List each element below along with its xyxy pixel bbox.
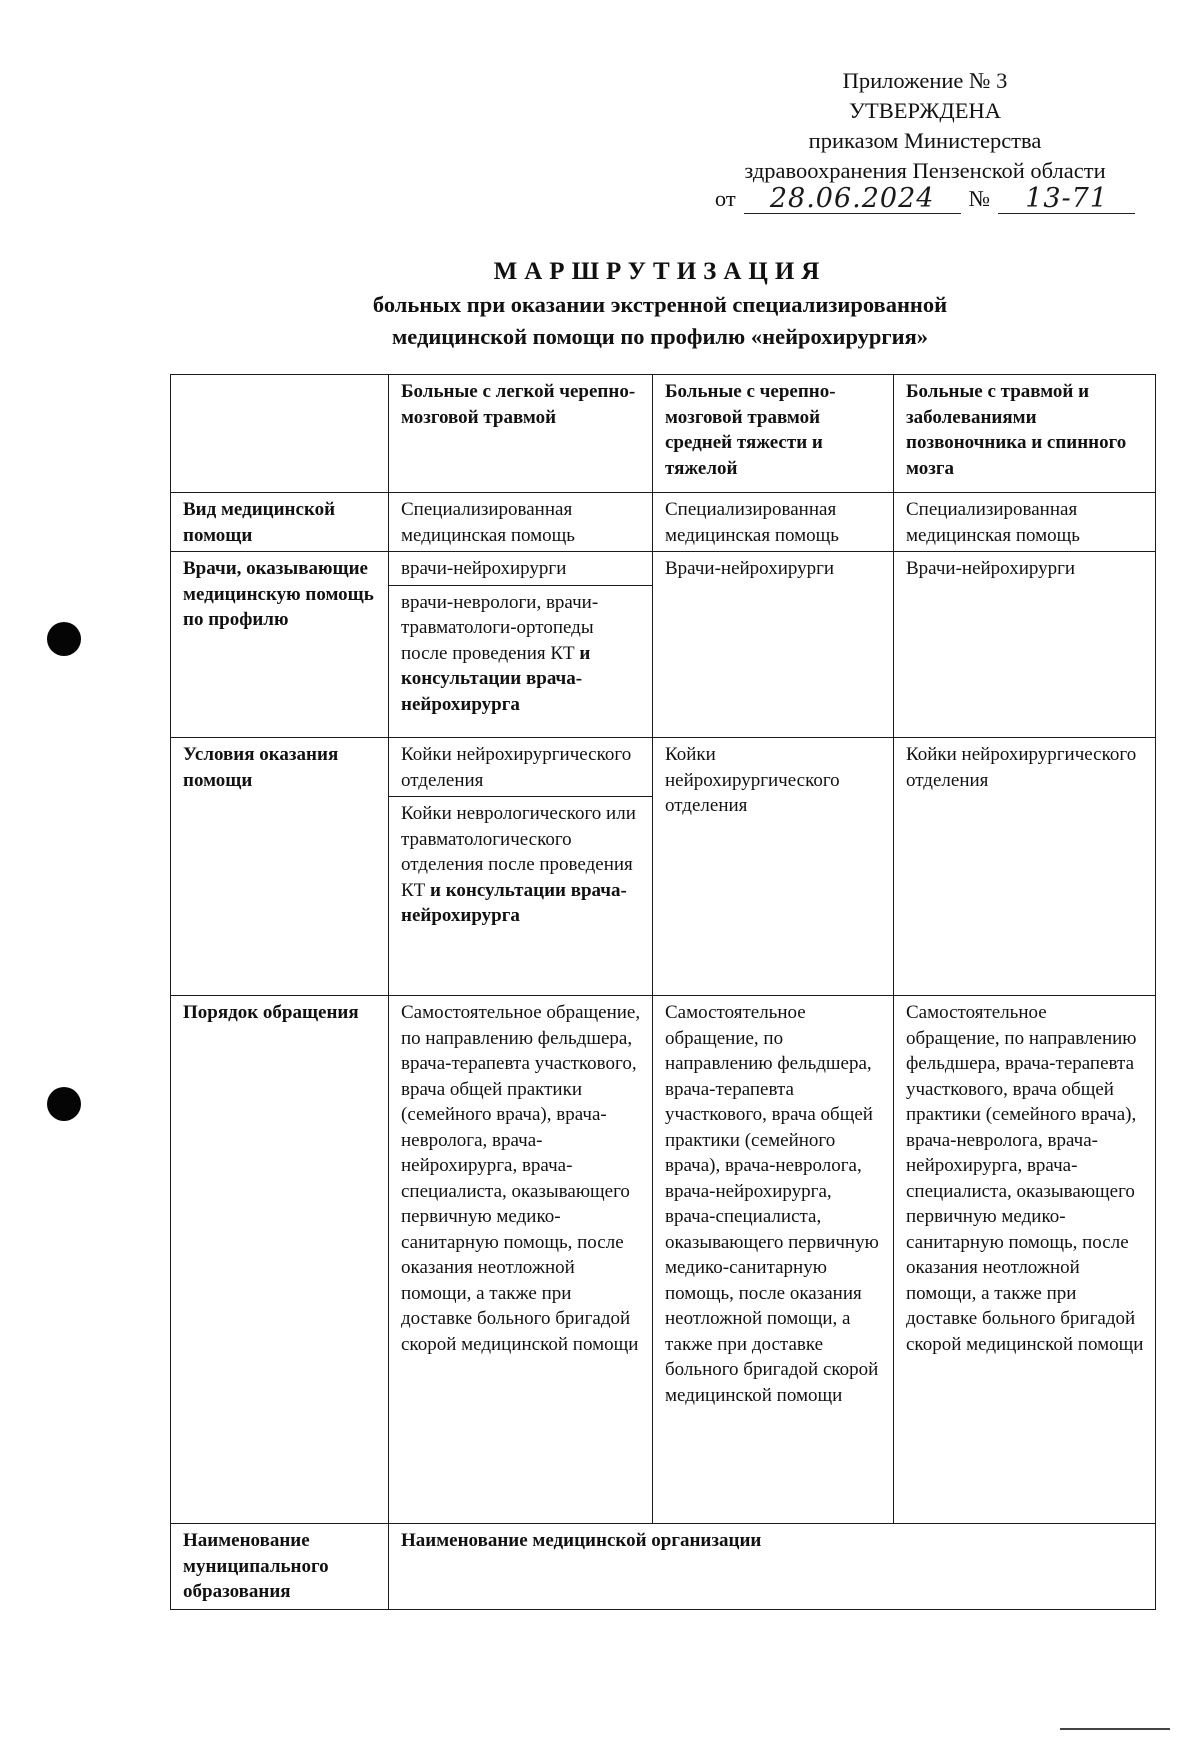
table-header-row (171, 375, 1156, 493)
title-heading: МАРШРУТИЗАЦИЯ (493, 258, 827, 285)
from-label: от (714, 186, 736, 211)
doctors-col1-secondary (389, 586, 652, 721)
cell-order-col2: Самостоятельное обращение, по направлению фельдшера, врача-терапевта участкового, врача общей практики (семейного врача), врача-невролога, врача-нейрохирурга, врача-специалиста, оказывающего первичную медико-санитарную помощь, после оказания неотложной помощи, а также при доставке больного бригадой скорой медицинской помощи (653, 996, 894, 1524)
header-spine: Больные с травмой и заболеваниями позвоночника и спинного мозга (894, 375, 1156, 493)
conditions-col1-secondary-text: Койки неврологического или травматологического отделения после проведения КТ (401, 803, 636, 901)
approved-label: УТВЕРЖДЕНА (849, 98, 1001, 123)
conditions-col1-secondary (389, 797, 652, 932)
punch-hole-bottom (47, 1087, 81, 1121)
order-number: 13-71 (998, 185, 1135, 214)
row-label-municipality: Наименование муниципального образования (171, 1524, 389, 1610)
appendix-number: Приложение № 3 (842, 68, 1008, 93)
title-subtitle-line2: медицинской помощи по профилю «нейрохирургия» (391, 324, 929, 349)
row-label-doctors: Врачи, оказывающие медицинскую помощь по профилю (171, 552, 389, 738)
order-date-line (690, 184, 1160, 214)
scan-mark-bottom (1060, 1728, 1170, 1730)
punch-hole-top (47, 622, 81, 656)
doctors-col1-consult: и консультации врача-нейрохирурга (401, 642, 591, 715)
header-mild-tbi: Больные с легкой черепно-мозговой травмой (389, 375, 653, 493)
cell-order-col3: Самостоятельное обращение, по направлению фельдшера, врача-терапевта участкового, врача общей практики (семейного врача), врача-невролога, врача-нейрохирурга, врача-специалиста, оказывающего первичную медико-санитарную помощь, после оказания неотложной помощи, а также при доставке больного бригадой скорой медицинской помощи (894, 996, 1156, 1524)
cell-doctors-col2: Врачи-нейрохирурги (653, 552, 894, 738)
table-row-care-kind (171, 493, 1156, 552)
cell-doctors-col1 (389, 552, 653, 738)
cell-conditions-col2: Койки нейрохирургического отделения (653, 738, 894, 996)
doctors-col1-secondary-text: врачи-неврологи, врачи-травматологи-ортопеды после проведения КТ (401, 591, 599, 664)
doctors-col1-primary: врачи-нейрохирурги (389, 556, 652, 586)
table-row-conditions (171, 738, 1156, 996)
order-date: 28.06.2024 (744, 185, 961, 214)
cell-conditions-col3: Койки нейрохирургического отделения (894, 738, 1156, 996)
approval-stamp-block (690, 66, 1160, 214)
row-label-care-kind: Вид медицинской помощи (171, 493, 389, 552)
cell-conditions-col1 (389, 738, 653, 996)
conditions-col1-consult: и консультации врача-нейрохирурга (401, 879, 627, 926)
row-label-order: Порядок обращения (171, 996, 389, 1524)
title-subtitle-line1: больных при оказании экстренной специализированной (372, 292, 948, 317)
cell-doctors-col3: Врачи-нейрохирурги (894, 552, 1156, 738)
cell-care-kind-col3: Специализированная медицинская помощь (894, 493, 1156, 552)
table-row-order (171, 996, 1156, 1524)
number-label: № (968, 186, 991, 211)
table-row-municipality (171, 1524, 1156, 1610)
cell-order-col1: Самостоятельное обращение, по направлению фельдшера, врача-терапевта участкового, врача общей практики (семейного врача), врача-невролога, врача-нейрохирурга, врача-специалиста, оказывающего первичную медико-санитарную помощь, после оказания неотложной помощи, а также при доставке больного бригадой скорой медицинской помощи (389, 996, 653, 1524)
cell-medical-organization: Наименование медицинской организации (389, 1524, 1156, 1610)
cell-care-kind-col2: Специализированная медицинская помощь (653, 493, 894, 552)
approved-by-order: приказом Министерства (808, 128, 1042, 153)
ministry-name: здравоохранения Пензенской области (744, 158, 1106, 183)
table-row-doctors (171, 552, 1156, 738)
document-title (170, 255, 1150, 353)
header-empty-cell (171, 375, 389, 493)
header-moderate-severe-tbi: Больные с черепно-мозговой травмой средней тяжести и тяжелой (653, 375, 894, 493)
conditions-col1-primary: Койки нейрохирургического отделения (389, 742, 652, 797)
routing-table (170, 374, 1156, 1610)
row-label-conditions: Условия оказания помощи (171, 738, 389, 996)
cell-care-kind-col1: Специализированная медицинская помощь (389, 493, 653, 552)
